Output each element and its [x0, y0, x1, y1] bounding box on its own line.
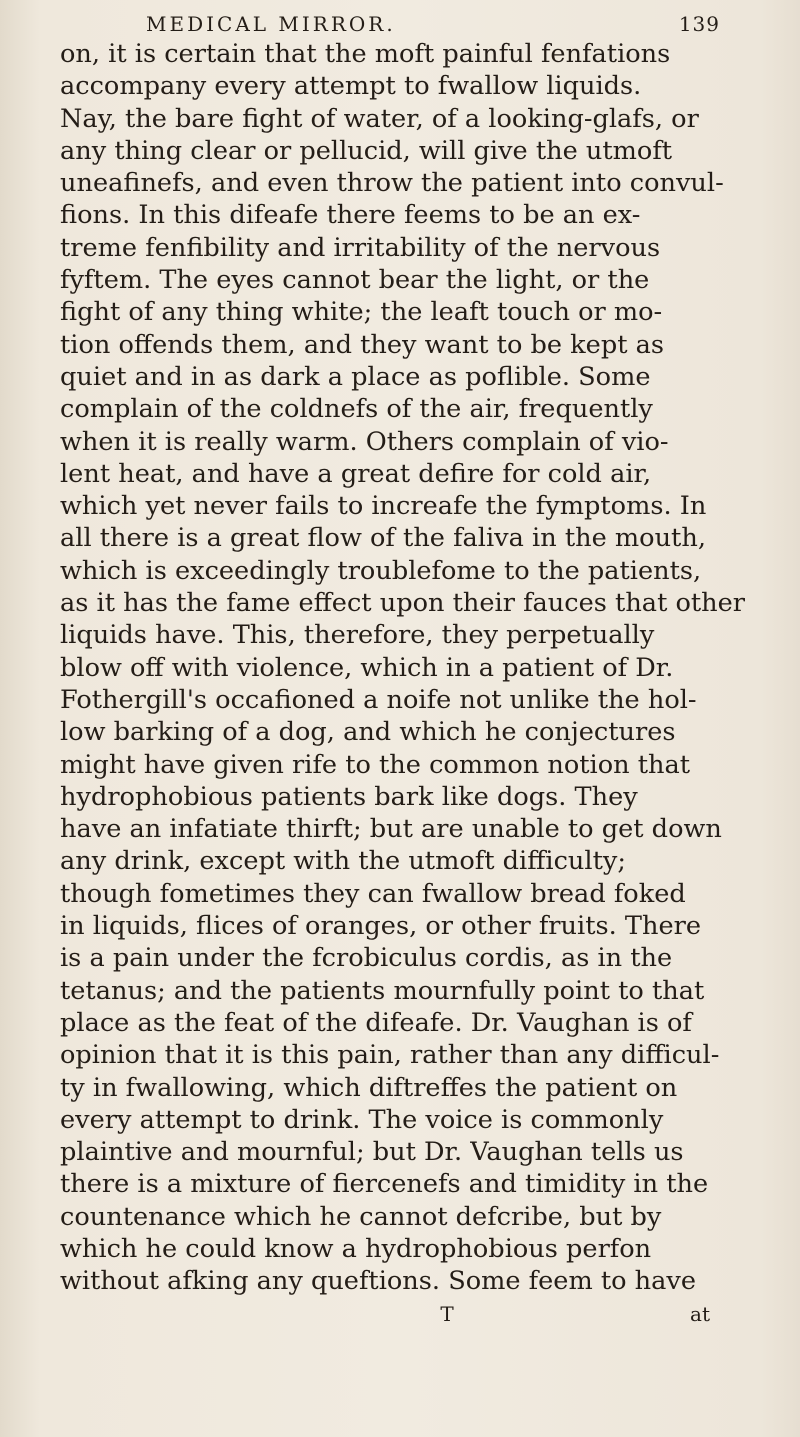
text-line: fyftem. The eyes cannot bear the light, or the — [60, 265, 650, 296]
running-title: MEDICAL MIRROR. — [146, 12, 396, 36]
text-line: complain of the coldnefs of the air, frequently — [60, 394, 653, 425]
text-line: on, it is certain that the moft painful fenfations — [60, 39, 671, 69]
text-line: which he could know a hydrophobious perfon — [60, 1233, 652, 1264]
text-line: uneafinefs, and even throw the patient into convul- — [60, 168, 724, 199]
text-line: all there is a great flow of the faliva in the mouth, — [60, 523, 706, 554]
text-line: there is a mixture of fiercenefs and timidity in the — [60, 1169, 709, 1200]
text-line: hydrophobious patients bark like dogs. They — [60, 781, 638, 812]
text-line: is a pain under the fcrobiculus cordis, as in the — [60, 943, 673, 974]
body-text — [60, 38, 750, 1330]
text-line: which yet never fails to increafe the fymptoms. In — [60, 491, 707, 522]
text-line: have an infatiate thirft; but are unable to get down — [60, 814, 722, 845]
text-line: in liquids, flices of oranges, or other fruits. There — [60, 911, 701, 942]
text-line: might have given rife to the common notion that — [60, 749, 691, 780]
text-line: fight of any thing white; the leaft touch or mo- — [60, 297, 663, 328]
text-line: treme fenfibility and irritability of the nervous — [60, 232, 661, 263]
text-line: when it is really warm. Others complain of vio- — [60, 426, 669, 457]
text-line: Nay, the bare fight of water, of a looking-glafs, or — [60, 103, 699, 134]
text-line: every attempt to drink. The voice is commonly — [60, 1104, 664, 1135]
catchword: at — [690, 1301, 710, 1326]
text-line: as it has the fame effect upon their fauces that other — [60, 588, 746, 619]
text-line: ty in fwallowing, which diftreffes the patient on — [60, 1072, 678, 1103]
text-line: accompany every attempt to fwallow liquids. — [60, 71, 642, 102]
text-line: quiet and in as dark a place as poflible. Some — [60, 361, 651, 392]
text-line: blow off with violence, which in a patient of Dr. — [60, 652, 674, 683]
text-line: opinion that it is this pain, rather than any difficul- — [60, 1040, 720, 1071]
text-line: though fometimes they can fwallow bread foked — [60, 878, 686, 909]
text-line: lent heat, and have a great defire for cold air, — [60, 458, 652, 489]
page-number: 139 — [678, 12, 720, 36]
running-header — [40, 6, 740, 40]
text-line: which is exceedingly troublefome to the patients, — [60, 555, 702, 586]
text-line: tetanus; and the patients mournfully point to that — [60, 975, 705, 1006]
text-line: liquids have. This, therefore, they perpetually — [60, 620, 655, 651]
text-line: fions. In this difeafe there feems to be an ex- — [60, 200, 641, 231]
signature-mark: T — [440, 1301, 454, 1326]
text-line: countenance which he cannot defcribe, but by — [60, 1201, 662, 1232]
text-line: plaintive and mournful; but Dr. Vaughan tells us — [60, 1137, 684, 1168]
text-line: place as the feat of the difeafe. Dr. Vaughan is of — [60, 1007, 692, 1038]
page-footer — [60, 1298, 750, 1330]
text-line: tion offends them, and they want to be kept as — [60, 329, 665, 360]
text-line: Fothergill's occafioned a noife not unlike the hol- — [60, 684, 697, 715]
text-line: low barking of a dog, and which he conjectures — [60, 717, 676, 748]
text-line: without afking any queftions. Some feem to have — [60, 1266, 697, 1297]
text-line: any thing clear or pellucid, will give the utmoft — [60, 135, 673, 166]
text-line: any drink, except with the utmoft difficulty; — [60, 846, 626, 877]
